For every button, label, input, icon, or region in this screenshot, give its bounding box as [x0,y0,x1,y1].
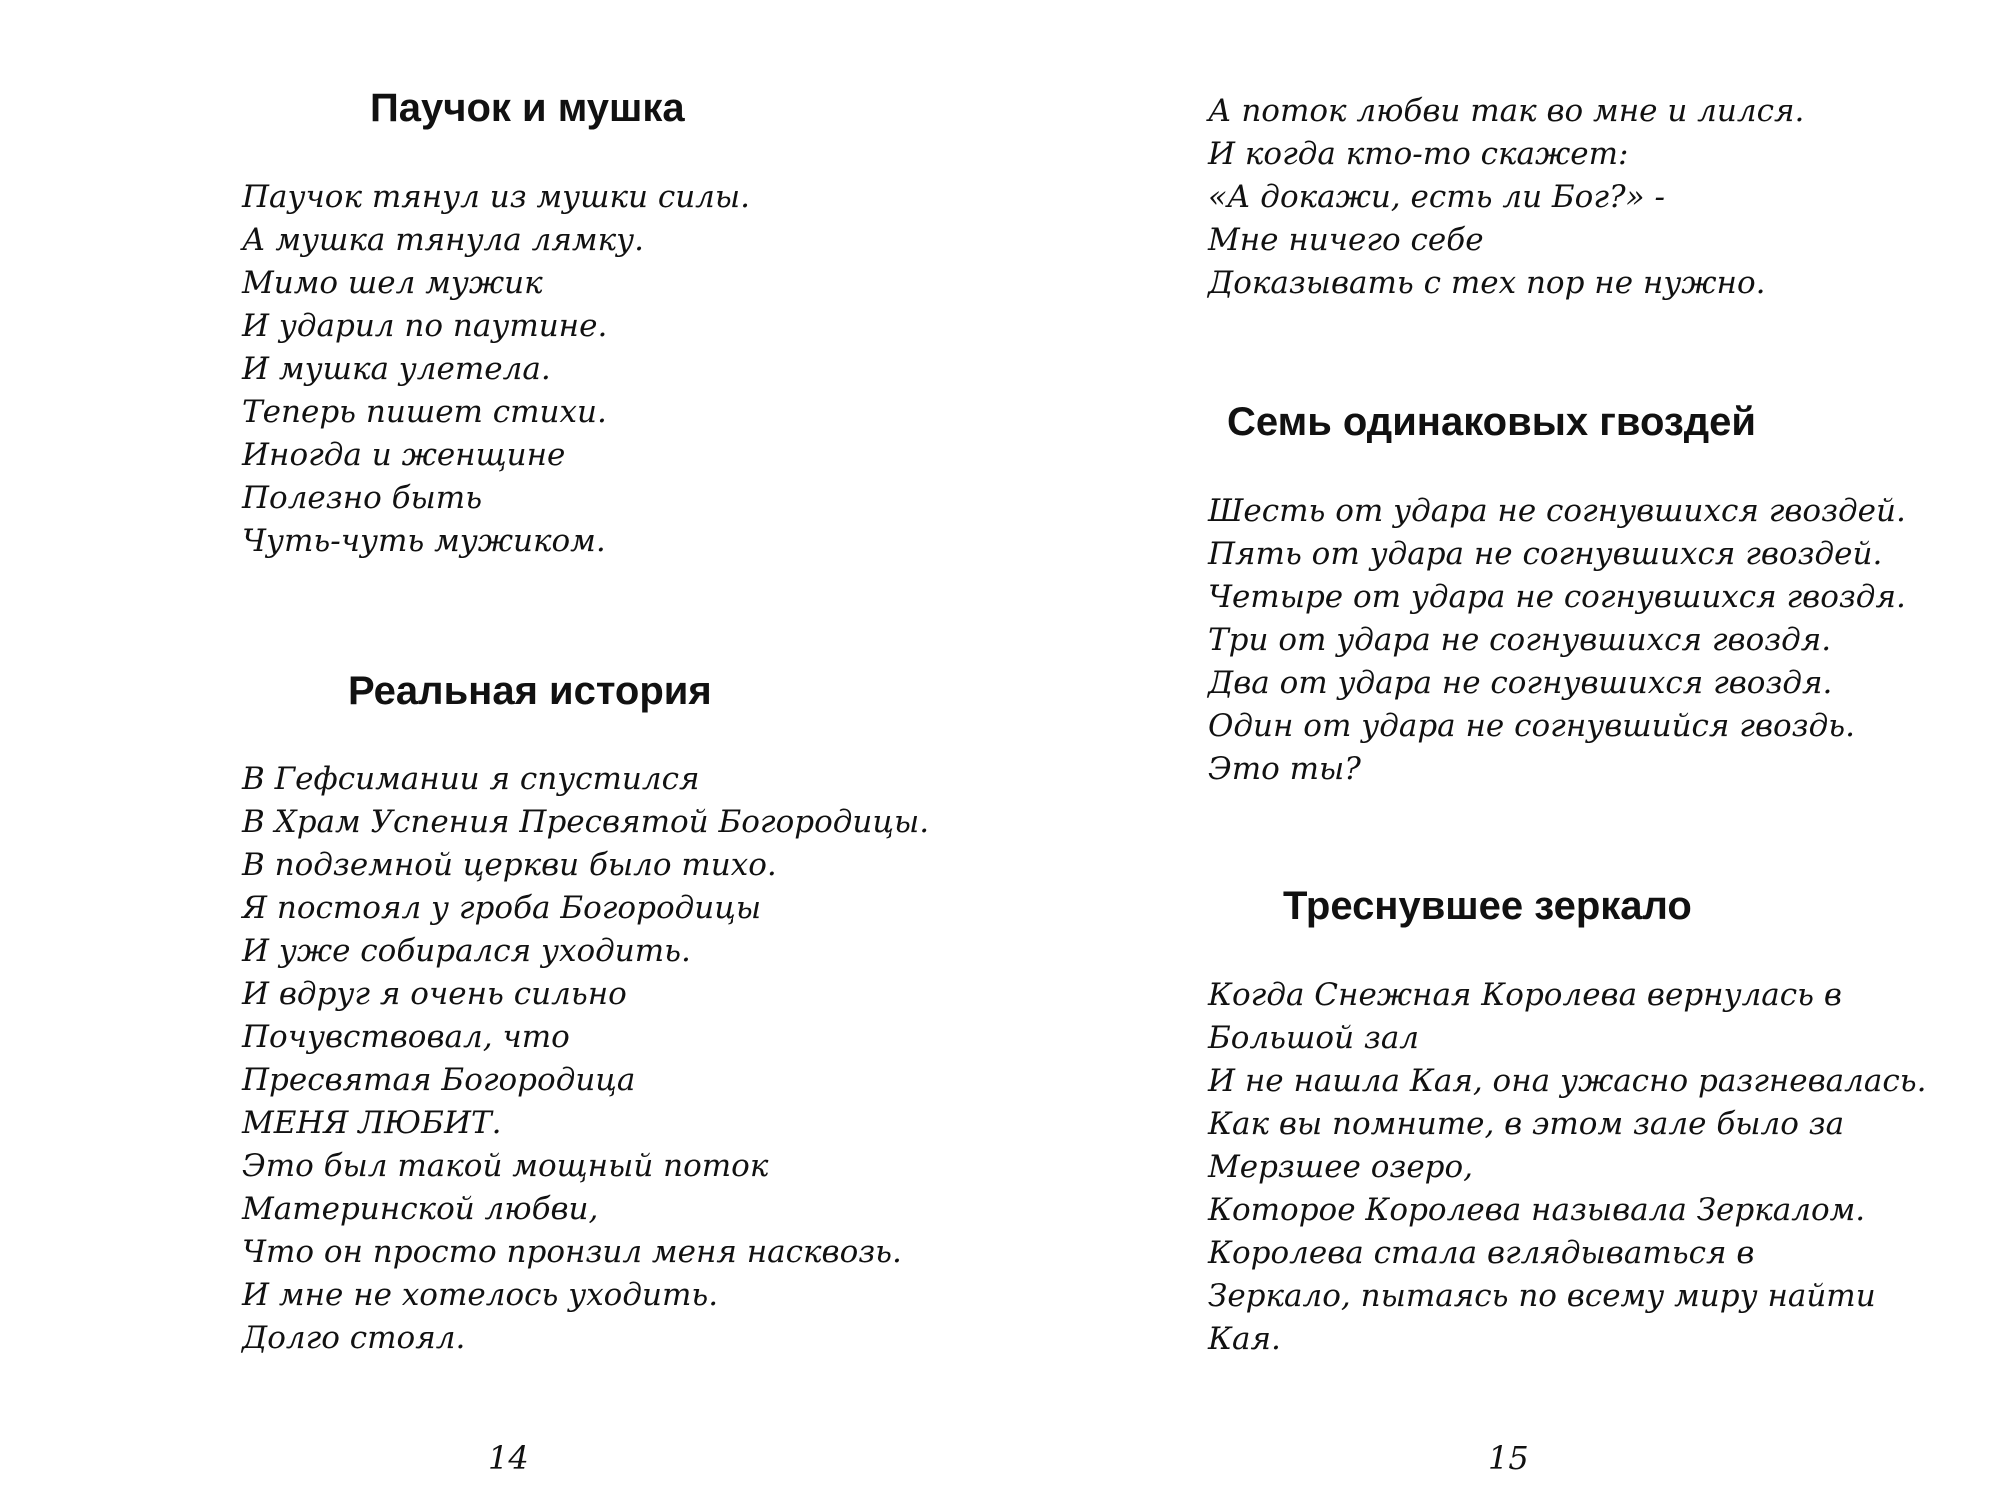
poem-line: В Храм Успения Пресвятой Богородицы. [242,804,930,840]
poem-body-real-story [242,758,929,1360]
poem-line: Когда Снежная Королева вернулась в [1208,977,1842,1013]
poem-line: Почувствовал, что [242,1019,570,1055]
poem-line: Три от удара не согнувшихся гвоздя. [1208,622,1832,658]
right-page [1000,0,2000,1487]
poem-body-continuation [1208,90,1804,305]
poem-line: Мне ничего себе [1208,222,1484,258]
poem-title-seven-nails: Семь одинаковых гвоздей [1227,400,1756,444]
poem-line: Один от удара не согнувшийся гвоздь. [1208,708,1855,744]
poem-line: В Гефсимании я спустился [242,761,700,797]
poem-line: Паучок тянул из мушки силы. [242,179,751,215]
poem-line: Долго стоял. [242,1320,466,1356]
poem-body-cracked-mirror [1208,974,1926,1361]
poem-line: И ударил по паутине. [242,308,608,344]
poem-line: И вдруг я очень сильно [242,976,627,1012]
poem-line: И мушка улетела. [242,351,551,387]
poem-line: «А докажи, есть ли Бог?» - [1208,179,1665,215]
poem-line: И не нашла Кая, она ужасно разгневалась. [1208,1063,1927,1099]
poem-line: Мимо шел мужик [242,265,543,301]
poem-body-seven-nails [1208,490,1906,791]
poem-line: МЕНЯ ЛЮБИТ. [242,1105,502,1141]
poem-line: И когда кто-то скажет: [1208,136,1629,172]
poem-line: Пресвятая Богородица [242,1062,636,1098]
poem-line: Королева стала вглядываться в [1208,1235,1755,1271]
page-number: 15 [1488,1439,1529,1477]
poem-title-spider-and-fly: Паучок и мушка [370,86,685,130]
poem-line: А поток любви так во мне и лился. [1208,93,1805,129]
poem-line: Иногда и женщине [242,437,566,473]
poem-line: Как вы помните, в этом зале было за [1208,1106,1845,1142]
poem-line: В подземной церкви было тихо. [242,847,777,883]
poem-line: Два от удара не согнувшихся гвоздя. [1208,665,1833,701]
poem-line: Кая. [1208,1321,1281,1357]
poem-line: Чуть-чуть мужиком. [242,523,606,559]
poem-line: Это ты? [1208,751,1361,787]
poem-line: Теперь пишет стихи. [242,394,607,430]
poem-line: Что он просто пронзил меня насквозь. [242,1234,902,1270]
poem-line: И уже собирался уходить. [242,933,691,969]
poem-line: Пять от удара не согнувшихся гвоздей. [1208,536,1883,572]
poem-line: Полезно быть [242,480,483,516]
poem-body-spider-and-fly [242,176,750,563]
page-number: 14 [488,1439,529,1477]
poem-line: Мерзшее озеро, [1208,1149,1474,1185]
poem-line: Четыре от удара не согнувшихся гвоздя. [1208,579,1906,615]
poem-line: Доказывать с тех пор не нужно. [1208,265,1766,301]
poem-line: Шесть от удара не согнувшихся гвоздей. [1208,493,1906,529]
poem-line: И мне не хотелось уходить. [242,1277,719,1313]
poem-line: Это был такой мощный поток [242,1148,769,1184]
poem-line: Я постоял у гроба Богородицы [242,890,762,926]
poem-title-real-story: Реальная история [348,669,712,713]
poem-line: Материнской любви, [242,1191,599,1227]
poem-line: Зеркало, пытаясь по всему миру найти [1208,1278,1876,1314]
poem-line: А мушка тянула лямку. [242,222,644,258]
poem-line: Которое Королева называла Зеркалом. [1208,1192,1866,1228]
poem-title-cracked-mirror: Треснувшее зеркало [1283,884,1692,928]
poem-line: Большой зал [1208,1020,1420,1056]
